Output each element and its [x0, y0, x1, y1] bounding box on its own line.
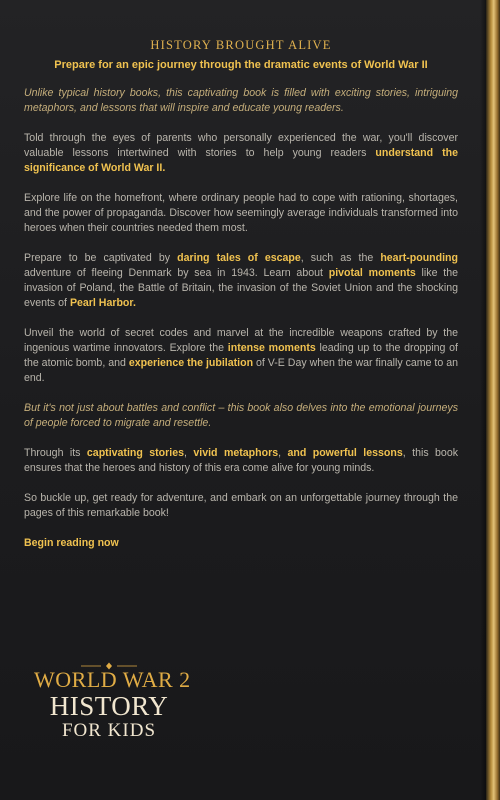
emphasis-lessons: and powerful lessons: [287, 447, 403, 459]
paragraph-buckle-up: So buckle up, get ready for adventure, and embark on an unforgettable journey through the pages of this remarkable book!: [24, 492, 458, 519]
emphasis-jubilation: experience the jubilation: [128, 357, 254, 369]
emphasis-intense: intense moments: [227, 342, 316, 354]
paragraph-emotional: But it's not just about battles and conflict – this book also delves into the emotional journeys of people forced to migrate and resettle.: [24, 402, 458, 429]
tagline: Prepare for an epic journey through the dramatic events of World War II: [54, 59, 428, 71]
intro-paragraph: Unlike typical history books, this captivating book is filled with exciting stories, intriguing metaphors, and lessons that will inspire and educate young readers.: [24, 87, 458, 114]
emphasis-escape: daring tales of escape: [177, 252, 301, 264]
cta-text: Begin reading now: [24, 537, 119, 549]
gold-spine-edge: [486, 0, 500, 800]
section-heading: HISTORY BROUGHT ALIVE: [150, 38, 332, 52]
emphasis-stories: captivating stories: [86, 447, 184, 459]
paragraph-through: Through its captivating stories, vivid metaphors, and powerful lessons, this book ensures that the heroes and history of this era come alive for young minds.: [24, 447, 459, 474]
paragraph-escape: Prepare to be captivated by daring tales of escape, such as the heart-pounding adventure of fleeing Denmark by sea in 1943. Learn about pivotal moments like the invasion of Poland, the Battle of Britain, the invasion of the Soviet Union and the shocking events of Pearl Harbor.: [24, 252, 458, 309]
emphasis-heart-pounding: heart-pounding: [380, 252, 458, 264]
paragraph-parents: Told through the eyes of parents who personally experienced the war, you'll discover valuable lessons intertwined with stories to help young readers understand the significance of World War II.: [24, 132, 459, 174]
emphasis-pearl-harbor: Pearl Harbor.: [69, 297, 136, 309]
paragraph-homefront: Explore life on the homefront, where ordinary people had to cope with rationing, shortages, and the power of propaganda. Discover how seemingly average individuals transformed into heroes when their countries needed them most.: [24, 192, 458, 234]
paragraph-secret-codes: Unveil the world of secret codes and marvel at the incredible weapons crafted by the ingenious wartime innovators. Explore the intense moments leading up to the dropping of the atomic bomb, and experience the jubilation of V-E Day when the war finally came to an end.: [24, 327, 459, 384]
emphasis-significance: understand the significance of World War II.: [24, 147, 459, 174]
logo-line-history: HISTORY: [49, 691, 169, 721]
logo-line-for-kids: FOR KIDS: [61, 720, 157, 741]
logo-line-world-war: WORLD WAR 2: [34, 667, 191, 692]
back-cover-text: [24, 38, 458, 566]
emphasis-pivotal: pivotal moments: [328, 267, 416, 279]
series-logo: [34, 662, 191, 742]
emphasis-metaphors: vivid metaphors: [193, 447, 279, 459]
